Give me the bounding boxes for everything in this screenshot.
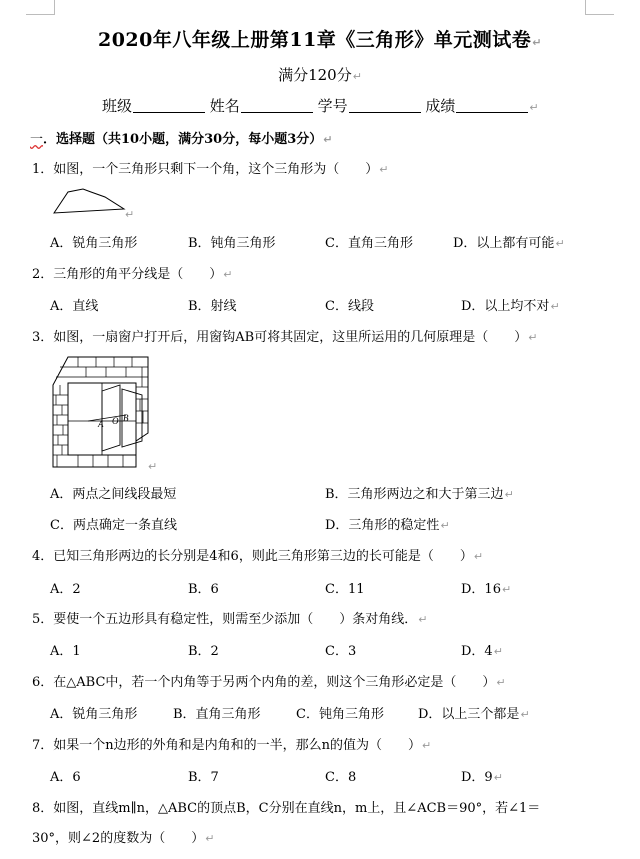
paragraph-return-icon: ↵: [528, 331, 538, 344]
q4-option-d[interactable]: D．16↵: [461, 582, 512, 597]
page-corner-mark: [585, 0, 614, 15]
paragraph-return-icon: ↵: [125, 208, 135, 221]
paragraph-return-icon: ↵: [496, 676, 506, 689]
paragraph-return-icon: ↵: [352, 70, 362, 83]
paragraph-return-icon: ↵: [422, 739, 432, 752]
q1-option-d[interactable]: D．以上都有可能↵: [453, 236, 565, 251]
student-info-row: [102, 95, 539, 116]
paragraph-return-icon: ↵: [501, 583, 512, 596]
q6-option-c[interactable]: C．钝角三角形: [296, 707, 384, 722]
paragraph-return-icon: ↵: [418, 613, 428, 626]
score-label: 成绩: [425, 97, 456, 115]
paragraph-return-icon: ↵: [555, 237, 565, 250]
paragraph-return-icon: ↵: [440, 519, 450, 532]
class-blank[interactable]: [133, 98, 205, 113]
q2-option-d[interactable]: D．以上均不对↵: [461, 299, 560, 314]
question-5: 5．要使一个五边形具有稳定性，则需至少添加（ ）条对角线．↵: [32, 612, 428, 627]
q3-option-a[interactable]: A．两点之间线段最短: [50, 487, 177, 502]
q2-option-b[interactable]: B．射线: [188, 299, 237, 314]
q3-label-b: B: [123, 413, 129, 423]
q3-window-figure: [48, 355, 154, 471]
full-score: 满分120分↵: [278, 66, 362, 84]
student-id-blank[interactable]: [349, 98, 421, 113]
q2-option-c[interactable]: C．线段: [325, 299, 374, 314]
q7-option-c[interactable]: C．8: [325, 770, 357, 785]
paragraph-return-icon: ↵: [504, 488, 514, 501]
question-6: 6．在△ABC中，若一个内角等于另两个内角的差，则这个三角形必定是（ ）↵: [32, 675, 506, 690]
question-4: 4．已知三角形两边的长分别是4和6，则此三角形第三边的长可能是（ ）↵: [32, 549, 484, 564]
q7-option-a[interactable]: A．6: [50, 770, 81, 785]
q3-option-b[interactable]: B．三角形两边之和大于第三边↵: [325, 487, 514, 502]
paragraph-return-icon: ↵: [529, 101, 539, 114]
q3-label-a: A: [98, 419, 104, 429]
paragraph-return-icon: ↵: [148, 460, 158, 473]
paragraph-return-icon: ↵: [493, 771, 503, 784]
name-blank[interactable]: [241, 98, 313, 113]
page-title: 2020年八年级上册第11章《三角形》单元测试卷↵: [97, 29, 543, 51]
q7-option-d[interactable]: D．9↵: [461, 770, 503, 785]
paragraph-return-icon: ↵: [379, 163, 389, 176]
q4-option-c[interactable]: C．11: [325, 582, 365, 597]
question-2: 2．三角形的角平分线是（ ）↵: [32, 267, 233, 282]
paragraph-return-icon: ↵: [323, 133, 333, 146]
paragraph-return-icon: ↵: [493, 645, 503, 658]
q7-option-b[interactable]: B．7: [188, 770, 219, 785]
q3-option-d[interactable]: D．三角形的稳定性↵: [325, 518, 450, 533]
q1-angle-figure: [50, 186, 130, 222]
paragraph-return-icon: ↵: [550, 300, 560, 313]
name-label: 姓名: [209, 97, 240, 115]
paragraph-return-icon: ↵: [532, 36, 543, 49]
question-3: 3．如图，一扇窗户打开后，用窗钩AB可将其固定，这里所运用的几何原理是（ ）↵: [32, 330, 538, 345]
q5-option-a[interactable]: A．1: [50, 644, 81, 659]
q3-label-o: O: [112, 416, 119, 426]
paragraph-return-icon: ↵: [520, 708, 530, 721]
q5-option-b[interactable]: B．2: [188, 644, 219, 659]
q2-option-a[interactable]: A．直线: [50, 299, 99, 314]
page-corner-mark: [26, 0, 55, 15]
score-blank[interactable]: [456, 98, 528, 113]
q6-option-d[interactable]: D．以上三个都是↵: [418, 707, 530, 722]
question-8: 8．如图，直线m∥n，△ABC的顶点B，C分别在直线n，m上，且∠ACB＝90°，若∠1＝: [32, 801, 541, 816]
q1-option-a[interactable]: A．锐角三角形: [50, 236, 138, 251]
paragraph-return-icon: ↵: [223, 268, 233, 281]
section-heading: 一．选择题（共10小题，满分30分，每小题3分）↵: [30, 132, 333, 147]
q6-option-b[interactable]: B．直角三角形: [173, 707, 261, 722]
student-id-label: 学号: [317, 97, 348, 115]
question-1: 1．如图，一个三角形只剩下一个角，这个三角形为（ ）↵: [32, 162, 389, 177]
q3-option-c[interactable]: C．两点确定一条直线: [50, 518, 177, 533]
q5-option-d[interactable]: D．4↵: [461, 644, 503, 659]
question-8-continuation: 30°，则∠2的度数为（ ）↵: [32, 831, 215, 846]
question-7: 7．如果一个n边形的外角和是内角和的一半，那么n的值为（ ）↵: [32, 738, 432, 753]
class-label: 班级: [102, 97, 133, 115]
q1-option-c[interactable]: C．直角三角形: [325, 236, 413, 251]
q1-option-b[interactable]: B．钝角三角形: [188, 236, 276, 251]
paragraph-return-icon: ↵: [473, 550, 484, 563]
q4-option-b[interactable]: B．6: [188, 582, 219, 597]
paragraph-return-icon: ↵: [205, 832, 215, 845]
q5-option-c[interactable]: C．3: [325, 644, 357, 659]
q4-option-a[interactable]: A．2: [50, 582, 81, 597]
q6-option-a[interactable]: A．锐角三角形: [50, 707, 138, 722]
